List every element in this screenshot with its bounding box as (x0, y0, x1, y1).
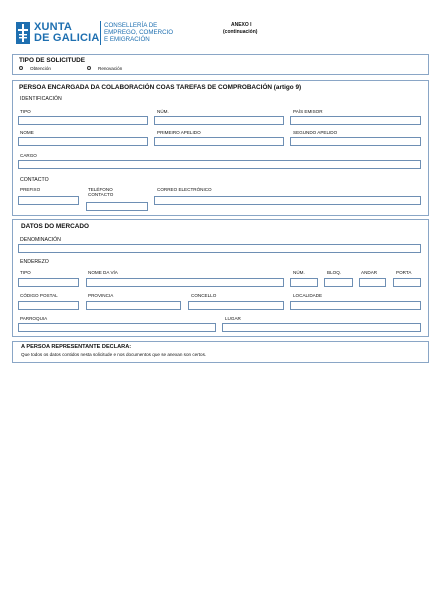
postal-code-field[interactable] (18, 301, 79, 310)
locality-label: LOCALIDADE (293, 293, 323, 298)
denomination-field[interactable] (18, 244, 421, 253)
surname2-label: SEGUNDO APELIDO (293, 130, 338, 135)
door-field[interactable] (393, 278, 421, 287)
municipality-field[interactable] (188, 301, 284, 310)
xunta-emblem-icon (16, 22, 30, 44)
id-number-label: NÚM. (157, 109, 169, 114)
radio-obtencion-label: Obtención (30, 65, 51, 71)
id-number-field[interactable] (154, 116, 284, 125)
street-name-field[interactable] (86, 278, 284, 287)
postal-code-label: CÓDIGO POSTAL (20, 293, 58, 298)
dept-line3: E EMIGRACIÓN (104, 36, 150, 43)
prefix-label: PREFIXO (20, 187, 41, 192)
person-section-title: PERSOA ENCARGADA DA COLABORACIÓN COAS TAREFAS DE COMPROBACIÓN (artigo 9) (19, 84, 302, 91)
province-field[interactable] (86, 301, 181, 310)
street-number-label: NÚM. (293, 270, 305, 275)
org-name-line2: DE GALICIA (34, 32, 100, 44)
road-type-label: TIPO (20, 270, 31, 275)
address-heading: ENDEREZO (20, 259, 49, 265)
id-type-label: TIPO (20, 109, 31, 114)
annex-title: ANEXO I (231, 22, 252, 28)
dept-line1: CONSELLERÍA DE (104, 22, 158, 29)
identification-heading: IDENTIFICACIÓN (20, 96, 62, 102)
door-label: PORTA (396, 270, 412, 275)
floor-label: ANDAR (361, 270, 378, 275)
position-field[interactable] (18, 160, 421, 169)
phone-field[interactable] (86, 202, 148, 211)
municipality-label: CONCELLO (191, 293, 217, 298)
id-type-field[interactable] (18, 116, 148, 125)
street-name-label: NOME DA VÍA (88, 270, 118, 275)
dept-line2: EMPREGO, COMERCIO (104, 29, 174, 36)
surname2-field[interactable] (290, 137, 421, 146)
place-field[interactable] (222, 323, 421, 332)
request-type-title: TIPO DE SOLICITUDE (19, 57, 86, 64)
market-section-title: DATOS DO MERCADO (21, 223, 89, 230)
contact-heading: CONTACTO (20, 177, 49, 183)
road-type-field[interactable] (18, 278, 79, 287)
surname1-field[interactable] (154, 137, 284, 146)
parish-field[interactable] (18, 323, 216, 332)
country-field[interactable] (290, 116, 421, 125)
radio-renovacion-label: Renovación (98, 65, 123, 71)
place-label: LUGAR (225, 316, 241, 321)
email-field[interactable] (154, 196, 421, 205)
first-name-field[interactable] (18, 137, 148, 146)
country-label: PAÍS EMISOR (293, 109, 323, 114)
denomination-label: DENOMINACIÓN (20, 237, 61, 243)
radio-obtencion[interactable] (19, 66, 23, 70)
first-name-label: NOME (20, 130, 34, 135)
prefix-field[interactable] (18, 196, 79, 205)
email-label: CORREO ELECTRÓNICO (157, 187, 212, 192)
locality-field[interactable] (290, 301, 421, 310)
declaration-text: Que todos os datos contidos nesta solicitude e nos documentos que se anexan son certos. (21, 352, 207, 357)
position-label: CARGO (20, 153, 37, 158)
logo-divider (100, 21, 101, 45)
block-field[interactable] (324, 278, 353, 287)
floor-field[interactable] (359, 278, 386, 287)
phone-label: TELÉFONO CONTACTO (88, 187, 114, 197)
parish-label: PARROQUIA (20, 316, 48, 321)
province-label: PROVINCIA (88, 293, 114, 298)
declaration-title: A PERSOA REPRESENTANTE DECLARA: (21, 344, 132, 350)
block-label: BLOQ. (327, 270, 342, 275)
street-number-field[interactable] (290, 278, 318, 287)
org-name-line1: XUNTA (34, 21, 73, 33)
annex-subtitle: (continuación) (223, 29, 258, 35)
radio-renovacion[interactable] (87, 66, 91, 70)
surname1-label: PRIMEIRO APELIDO (157, 130, 201, 135)
